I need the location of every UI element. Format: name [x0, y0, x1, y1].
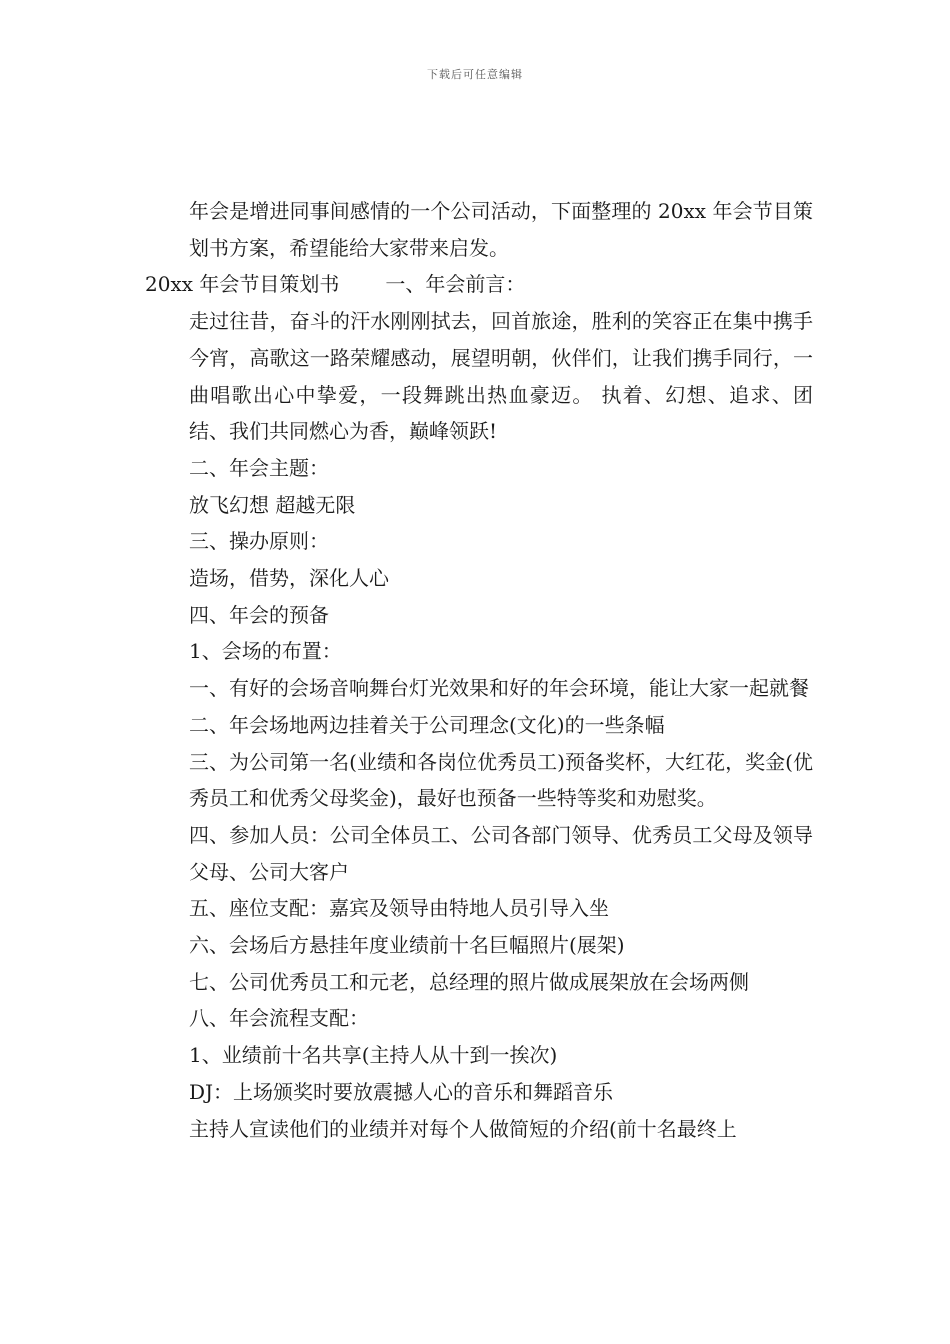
doc-title: 20xx 年会节目策划书: [145, 272, 340, 297]
section-heading-preface: 一、年会前言：: [385, 272, 526, 297]
list-item: 五、座位支配：嘉宾及领导由特地人员引导入坐: [189, 896, 609, 921]
section-heading-preparation: 四、年会的预备: [189, 602, 329, 627]
list-item: DJ：上场颁奖时要放震撼人心的音乐和舞蹈音乐: [189, 1079, 614, 1104]
theme-text: 放飞幻想 超越无限: [189, 492, 356, 517]
header-note: 下载后可任意编辑: [427, 68, 523, 81]
principle-text: 造场，借势，深化人心: [189, 566, 389, 591]
section-heading-principle: 三、操办原则：: [189, 529, 329, 554]
title-line: [145, 266, 813, 303]
document-body: [145, 193, 813, 1147]
section-heading-flow: 八、年会流程支配：: [189, 1006, 369, 1031]
list-item: 主持人宣读他们的业绩并对每个人做简短的介绍(前十名最终上: [189, 1116, 737, 1141]
list-item: 三、为公司第一名(业绩和各岗位优秀员工)预备奖杯，大红花，奖金(优秀员工和优秀父母奖金)，最好也预备一些特等奖和劝慰奖。: [189, 749, 813, 811]
list-item: 七、公司优秀员工和元老，总经理的照片做成展架放在会场两侧: [189, 969, 749, 994]
list-item: 六、会场后方悬挂年度业绩前十名巨幅照片(展架): [189, 933, 625, 958]
section-heading-theme: 二、年会主题：: [189, 455, 329, 480]
list-item: 四、参加人员：公司全体员工、公司各部门领导、优秀员工父母及领导父母、公司大客户: [189, 822, 813, 884]
list-item: 一、有好的会场音响舞台灯光效果和好的年会环境，能让大家一起就餐: [189, 676, 809, 701]
intro-paragraph: 年会是增进同事间感情的一个公司活动，下面整理的 20xx 年会节目策划书方案，希望能给大家带来启发。: [189, 199, 813, 260]
subheading-venue: 1、会场的布置：: [189, 639, 342, 664]
preface-paragraph: 走过往昔，奋斗的汗水刚刚拭去，回首旅途，胜利的笑容正在集中携手今宵，高歌这一路荣耀感动，展望明朝，伙伴们，让我们携手同行，一曲唱歌出心中挚爱，一段舞跳出热血豪迈。 执着、幻想、追求、团结、我们共同燃心为香，巅峰领跃!: [189, 309, 813, 444]
list-item: 二、年会场地两边挂着关于公司理念(文化)的一些条幅: [189, 712, 665, 737]
list-item: 1、业绩前十名共享(主持人从十到一挨次): [189, 1043, 558, 1068]
